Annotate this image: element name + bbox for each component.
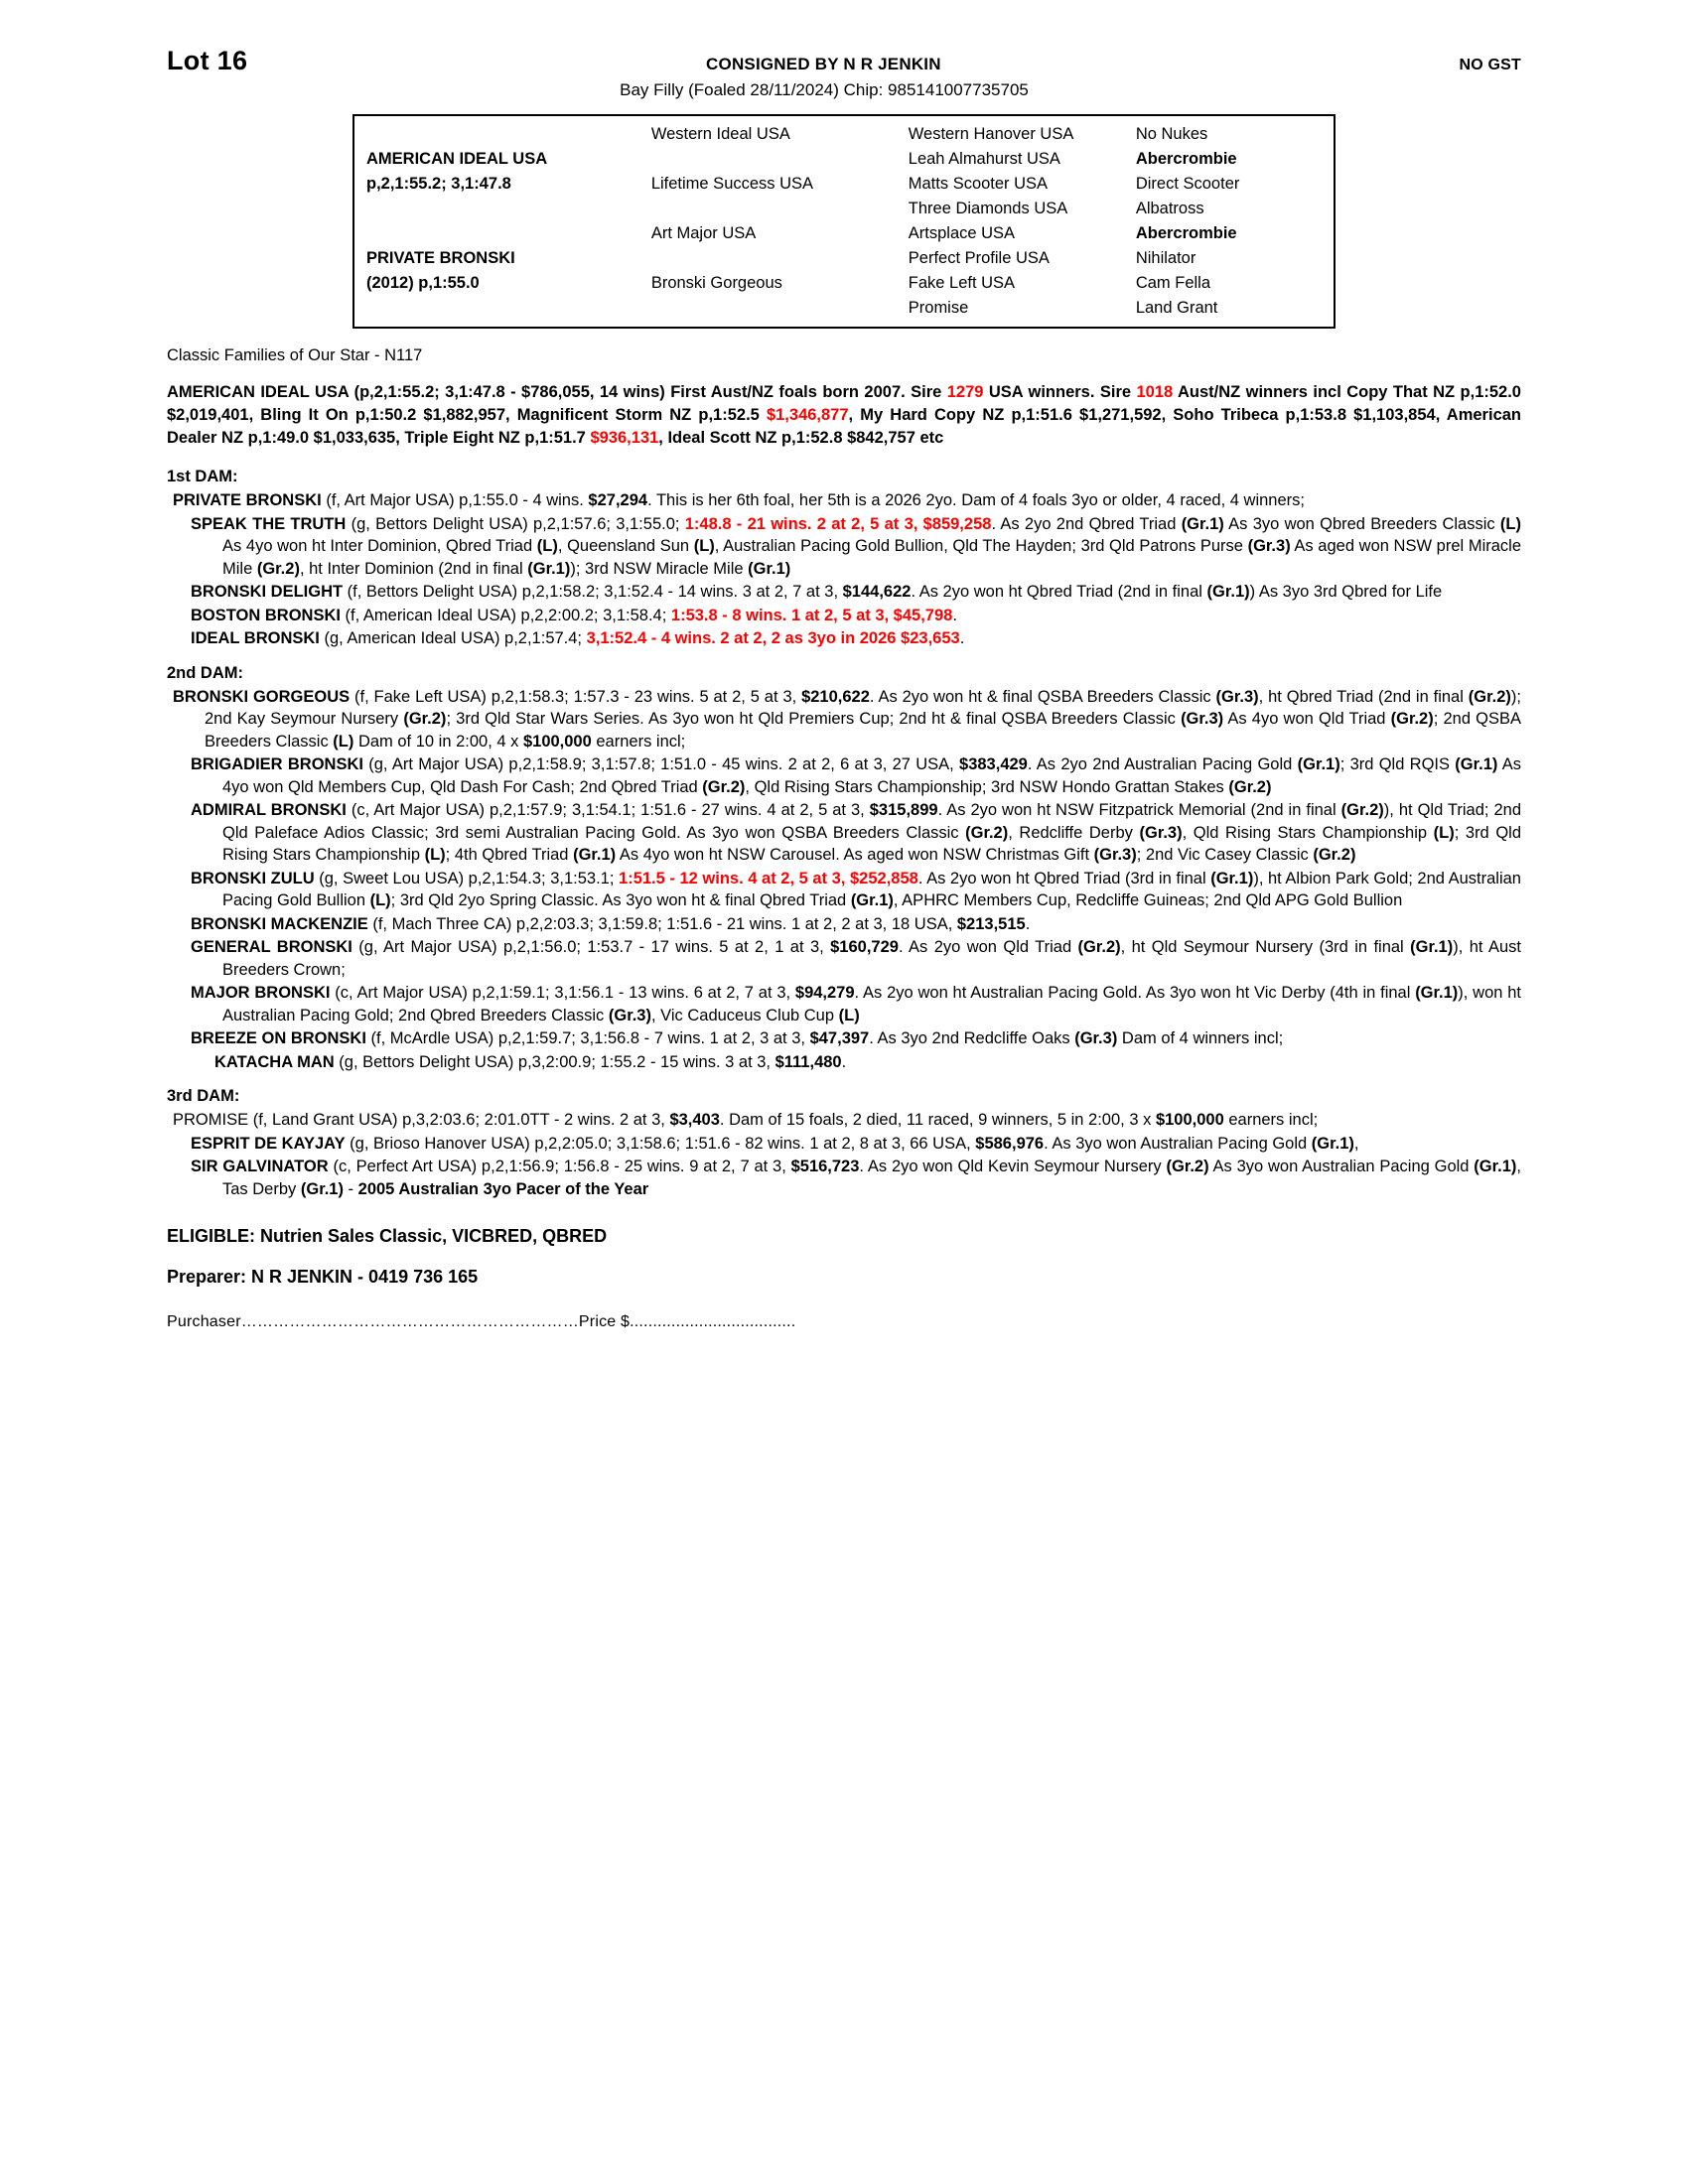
entry-name: KATACHA MAN bbox=[214, 1052, 335, 1071]
dam-heading-3: 3rd DAM: bbox=[167, 1087, 240, 1105]
eligible-line: ELIGIBLE: Nutrien Sales Classic, VICBRED, QBRED bbox=[167, 1226, 608, 1246]
entry-name: SPEAK THE TRUTH bbox=[191, 514, 347, 533]
entry-name: BOSTON BRONSKI bbox=[191, 606, 341, 624]
entry-text: (f, Bettors Delight USA) p,2,1:58.2; 3,1:52.4 - 14 wins. 3 at 2, 7 at 3, $144,622. As 2yo won ht Qbred Triad (2nd in final (Gr.1)) As 3yo 3rd Qbred for Life bbox=[343, 583, 1443, 601]
entry-name: BRIGADIER BRONSKI bbox=[191, 755, 363, 773]
pedigree-cell-blank bbox=[651, 246, 909, 271]
sire-text-5: , Ideal Scott NZ p,1:52.8 $842,757 etc bbox=[658, 429, 944, 447]
entry-text: (g, Brioso Hanover USA) p,2,2:05.0; 3,1:58.6; 1:51.6 - 82 wins. 1 at 2, 8 at 3, 66 USA, $586,976. As 3yo won Australian Pacing Gold (Gr.1), bbox=[345, 1134, 1359, 1153]
sire-gp2b: Abercrombie bbox=[1135, 150, 1237, 168]
entry-text: (f, Mach Three CA) p,2,2:03.3; 3,1:59.8; 1:51.6 - 21 wins. 1 at 2, 2 at 3, 18 USA, $213,515. bbox=[367, 914, 1031, 933]
entry-text: (c, Art Major USA) p,2,1:57.9; 3,1:54.1; 1:51.6 - 27 wins. 4 at 2, 5 at 3, $315,899. As 2yo won ht NSW Fitzpatrick Memorial (2nd in final (Gr.2)), ht Qld Triad; 2nd Qld Paleface Adios Classic; 3rd semi Australian Pacing Gold. As 3yo won QSBA Breeders Classic (Gr.2), Redcliffe Derby (Gr.3), Qld Rising Stars Championship (L); 3rd Qld Rising Stars Championship (L); 4th Qbred Triad (Gr.1) As 4yo won ht NSW Carousel. As aged won NSW Christmas Gift (Gr.3); 2nd Vic Casey Classic (Gr.2) bbox=[222, 801, 1522, 864]
pedigree-row bbox=[354, 172, 1334, 197]
pedigree-entry bbox=[191, 1027, 1521, 1050]
sire-dam: Lifetime Success USA bbox=[650, 175, 814, 193]
pedigree-row bbox=[354, 271, 1334, 296]
entry-highlight: 3,1:52.4 - 4 wins. 2 at 2, 2 as 3yo in 2026 $23,653 bbox=[586, 629, 960, 647]
dam-gp4: Promise bbox=[908, 299, 969, 317]
sire-text-1: AMERICAN IDEAL USA (p,2,1:55.2; 3,1:47.8 - $786,055, 14 wins) First Aust/NZ foals born 2007. Sire bbox=[167, 383, 947, 401]
pedigree-entry bbox=[191, 913, 1521, 936]
dam-gp4b: Land Grant bbox=[1135, 299, 1218, 317]
pedigree-row bbox=[354, 147, 1334, 172]
pedigree-row bbox=[354, 246, 1334, 271]
entry-text: (g, Art Major USA) p,2,1:56.0; 1:53.7 - 17 wins. 5 at 2, 1 at 3, $160,729. As 2yo won Qld Triad (Gr.2), ht Qld Seymour Nursery (3rd in final (Gr.1)), ht Aust Breeders Crown; bbox=[222, 938, 1521, 979]
pedigree-row bbox=[354, 296, 1334, 321]
sire-text-3: Aust/NZ winners incl Copy That NZ p,1:52.0 $2,019,401, Bling It On p,1:50.2 $1,882,957, Magnificent Storm NZ p,1:52.5 bbox=[167, 383, 1521, 424]
pedigree-entry bbox=[191, 753, 1521, 798]
entry-name: BREEZE ON BRONSKI bbox=[191, 1029, 366, 1047]
pedigree-entry bbox=[191, 936, 1521, 981]
pedigree-cell-blank bbox=[651, 147, 909, 172]
sire-gp4: Three Diamonds USA bbox=[908, 200, 1068, 217]
entry-text: (f, Art Major USA) p,1:55.0 - 4 wins. $27,294. This is her 6th foal, her 5th is a 2026 2yo. Dam of 4 foals 3yo or older, 4 raced, 4 winners; bbox=[321, 491, 1305, 509]
entry-name: ESPRIT DE KAYJAY bbox=[191, 1134, 346, 1153]
pedigree-cell-blank bbox=[354, 197, 651, 221]
pedigree-entry bbox=[191, 605, 1521, 627]
dam-heading-2: 2nd DAM: bbox=[167, 663, 243, 682]
pedigree-entry bbox=[191, 982, 1521, 1026]
pedigree-entry bbox=[191, 581, 1521, 604]
dam-gp3b: Cam Fella bbox=[1135, 274, 1211, 292]
sire-anz-winners: 1018 bbox=[1136, 383, 1174, 401]
dam-gp2: Perfect Profile USA bbox=[908, 249, 1050, 267]
sire-sire: Western Ideal USA bbox=[650, 125, 790, 143]
entry-text: (f, Fake Left USA) p,2,1:58.3; 1:57.3 - 23 wins. 5 at 2, 5 at 3, $210,622. As 2yo won ht & final QSBA Breeders Classic (Gr.3), ht Qbred Triad (2nd in final (Gr.2)); 2nd Kay Seymour Nursery (Gr.2); 3rd Qld Star Wars Series. As 3yo won ht Qld Premiers Cup; 2nd ht & final QSBA Breeders Classic (Gr.3) As 4yo won Qld Triad (Gr.2); 2nd QSBA Breeders Classic (L) Dam of 10 in 2:00, 4 x $100,000 earners incl; bbox=[205, 687, 1521, 751]
pedigree-entry bbox=[191, 513, 1521, 581]
pedigree-row bbox=[354, 122, 1334, 147]
pedigree-cell-blank bbox=[354, 122, 651, 147]
entry-text: (c, Perfect Art USA) p,2,1:56.9; 1:56.8 - 25 wins. 9 at 2, 7 at 3, $516,723. As 2yo won Qld Kevin Seymour Nursery (Gr.2) As 3yo won Australian Pacing Gold (Gr.1), Tas Derby (Gr.1) - 2005 Australian 3yo Pacer of the Year bbox=[222, 1158, 1521, 1198]
sire-name: AMERICAN IDEAL USA bbox=[366, 150, 548, 168]
entry-name: ADMIRAL BRONSKI bbox=[191, 801, 347, 819]
pedigree-entry bbox=[173, 686, 1521, 753]
dam-sire: Art Major USA bbox=[650, 224, 757, 242]
entry-name: BRONSKI MACKENZIE bbox=[191, 914, 368, 933]
entry-text-2: . bbox=[959, 629, 965, 647]
entry-text: (f, American Ideal USA) p,2,2:00.2; 3,1:58.4; bbox=[340, 606, 671, 624]
pedigree-entry bbox=[173, 489, 1521, 512]
entry-text: (f, McArdle USA) p,2,1:59.7; 3,1:56.8 - 7 wins. 1 at 2, 3 at 3, $47,397. As 3yo 2nd Redcliffe Oaks (Gr.3) Dam of 4 winners incl; bbox=[365, 1029, 1284, 1047]
purchaser-line: Purchaser………………………………………………………Price $.................................... bbox=[167, 1313, 796, 1330]
pedigree-entry bbox=[173, 1109, 1521, 1132]
entry-name: PRIVATE BRONSKI bbox=[173, 491, 322, 509]
sire-text-2: USA winners. Sire bbox=[983, 383, 1137, 401]
pedigree-entry bbox=[191, 799, 1521, 867]
pedigree-cell-blank bbox=[354, 221, 651, 246]
sire-gp1: Western Hanover USA bbox=[908, 125, 1074, 143]
dam-heading-1: 1st DAM: bbox=[167, 468, 238, 485]
entry-text: (g, American Ideal USA) p,2,1:57.4; bbox=[319, 629, 587, 647]
dam-gp1b: Abercrombie bbox=[1135, 224, 1237, 242]
animal-description: Bay Filly (Foaled 28/11/2024) Chip: 985141007735705 bbox=[620, 80, 1029, 99]
gst-status: NO GST bbox=[1459, 57, 1521, 73]
pedigree-entry bbox=[214, 1051, 1521, 1074]
lot-title: Lot 16 bbox=[167, 46, 248, 75]
sire-gp3: Matts Scooter USA bbox=[908, 175, 1049, 193]
dam-record: (2012) p,1:55.0 bbox=[366, 274, 480, 292]
pedigree-row bbox=[354, 221, 1334, 246]
page-header bbox=[167, 46, 1521, 76]
dam-gp1: Artsplace USA bbox=[908, 224, 1016, 242]
sire-earnings-2: $936,131 bbox=[590, 429, 659, 447]
entry-highlight: 1:53.8 - 8 wins. 1 at 2, 5 at 3, $45,798 bbox=[670, 606, 953, 624]
entry-text: (g, Sweet Lou USA) p,2,1:54.3; 3,1:53.1; bbox=[314, 869, 620, 887]
pedigree-entry bbox=[191, 868, 1521, 912]
preparer-line: Preparer: N R JENKIN - 0419 736 165 bbox=[167, 1267, 479, 1287]
entry-name: BRONSKI ZULU bbox=[191, 869, 315, 887]
pedigree-entry bbox=[191, 1133, 1521, 1156]
entry-highlight: 1:51.5 - 12 wins. 4 at 2, 5 at 3, $252,858 bbox=[619, 869, 918, 887]
sire-earnings-1: $1,346,877 bbox=[766, 406, 849, 424]
entry-name: PROMISE bbox=[173, 1111, 249, 1129]
pedigree-entry bbox=[191, 1156, 1521, 1200]
dam-gp3: Fake Left USA bbox=[908, 274, 1016, 292]
pedigree-cell-blank bbox=[651, 296, 909, 321]
entry-name: SIR GALVINATOR bbox=[191, 1158, 329, 1175]
sire-gp4b: Albatross bbox=[1135, 200, 1204, 217]
entry-text: (c, Art Major USA) p,2,1:59.1; 3,1:56.1 - 13 wins. 6 at 2, 7 at 3, $94,279. As 2yo won ht Australian Pacing Gold. As 3yo won ht Vic Derby (4th in final (Gr.1)), won ht Australian Pacing Gold; 2nd Qbred Breeders Classic (Gr.3), Vic Caduceus Club Cup (L) bbox=[222, 984, 1522, 1024]
entry-name: BRONSKI GORGEOUS bbox=[173, 687, 351, 706]
pedigree-cell-blank bbox=[354, 296, 651, 321]
entry-name: IDEAL BRONSKI bbox=[191, 629, 320, 647]
pedigree-entry bbox=[191, 627, 1521, 650]
pedigree-cell-blank bbox=[651, 197, 909, 221]
entry-text-2: . As 2yo 2nd Qbred Triad (Gr.1) As 3yo won Qbred Breeders Classic (L) As 4yo won ht Inter Dominion, Qbred Triad (L), Queensland Sun (L), Australian Pacing Gold Bullion, Qld The Hayden; 3rd Qld Patrons Purse (Gr.3) As aged won NSW prel Miracle Mile (Gr.2), ht Inter Dominion (2nd in final (Gr.1)); 3rd NSW Miracle Mile (Gr.1) bbox=[222, 514, 1521, 578]
entry-text: (g, Bettors Delight USA) p,2,1:57.6; 3,1:55.0; bbox=[346, 514, 685, 533]
classic-families-line: Classic Families of Our Star - N117 bbox=[167, 346, 423, 364]
sire-summary-paragraph bbox=[167, 381, 1521, 450]
sire-text-4: , My Hard Copy NZ p,1:51.6 $1,271,592, Soho Tribeca p,1:53.8 $1,103,854, American Dealer NZ p,1:49.0 $1,033,635, Triple Eight NZ p,1:51.7 bbox=[167, 406, 1521, 447]
consigned-by: CONSIGNED BY N R JENKIN bbox=[706, 55, 941, 73]
entry-name: MAJOR BRONSKI bbox=[191, 984, 331, 1002]
sire-gp3b: Direct Scooter bbox=[1135, 175, 1240, 193]
entry-text: (g, Bettors Delight USA) p,3,2:00.9; 1:55.2 - 15 wins. 3 at 3, $111,480. bbox=[334, 1052, 847, 1071]
sire-gp1b: No Nukes bbox=[1135, 125, 1208, 143]
entry-text-2: . As 2yo won ht Qbred Triad (3rd in final (Gr.1)), ht Albion Park Gold; 2nd Australian Pacing Gold Bullion (L); 3rd Qld 2yo Spring Classic. As 3yo won ht & final Qbred Triad (Gr.1), APHRC Members Cup, Redcliffe Guineas; 2nd Qld APG Gold Bullion bbox=[222, 869, 1521, 909]
entry-text: (g, Art Major USA) p,2,1:58.9; 3,1:57.8; 1:51.0 - 45 wins. 2 at 2, 6 at 3, 27 USA, $383,429. As 2yo 2nd Australian Pacing Gold (Gr.1); 3rd Qld RQIS (Gr.1) As 4yo won Qld Members Cup, Qld Dash For Cash; 2nd Qbred Triad (Gr.2), Qld Rising Stars Championship; 3rd NSW Hondo Grattan Stakes (Gr.2) bbox=[222, 755, 1521, 796]
pedigree-row bbox=[354, 197, 1334, 221]
sire-usa-winners: 1279 bbox=[946, 383, 984, 401]
entry-name: BRONSKI DELIGHT bbox=[191, 583, 344, 601]
pedigree-table bbox=[352, 114, 1336, 329]
sire-record: p,2,1:55.2; 3,1:47.8 bbox=[366, 175, 511, 193]
sire-gp2: Leah Almahurst USA bbox=[908, 150, 1060, 168]
entry-text-2: . bbox=[952, 606, 957, 624]
dam-name: PRIVATE BRONSKI bbox=[366, 249, 515, 267]
dam-gp2b: Nihilator bbox=[1135, 249, 1196, 267]
entry-text: (f, Land Grant USA) p,3,2:03.6; 2:01.0TT - 2 wins. 2 at 3, $3,403. Dam of 15 foals, 2 died, 11 raced, 9 winners, 5 in 2:00, 3 x $100,000 earners incl; bbox=[248, 1111, 1319, 1129]
entry-name: GENERAL BRONSKI bbox=[191, 938, 352, 956]
dam-dam: Bronski Gorgeous bbox=[650, 274, 782, 292]
entry-highlight: 1:48.8 - 21 wins. 2 at 2, 5 at 3, $859,258 bbox=[684, 514, 992, 533]
